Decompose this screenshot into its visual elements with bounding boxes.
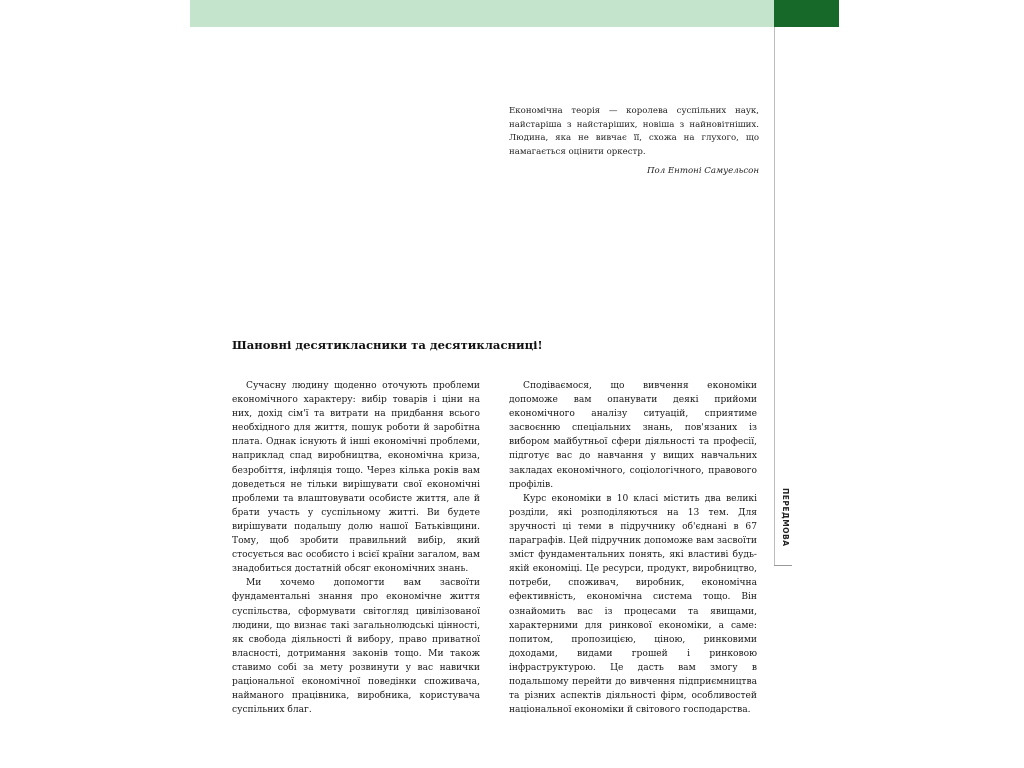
- margin-rule: [774, 27, 775, 565]
- paragraph: Сучасну людину щоденно оточують проблеми економічного характеру: вибір товарів і ціни на них, дохід сім'ї та витрати на придбання всього необхідного для життя, пошук роботи й заробітна плата. Однак існують й інші економічні проблеми, наприклад спад виробництва, економічна криза, безробіття, інфляція тощо. Через кілька років вам доведеться не тільки вирішувати свої економічні проблеми та влаштовувати особисте життя, але й брати участь у суспільному житті. Ви будете вирішувати подальшу долю нашої Батьківщини. Тому, щоб зробити правильний вибір, який стосується вас особисто і всієї країни загалом, вам знадобиться достатній обсяг економічних знань.: [232, 381, 480, 575]
- text-column-right: [509, 379, 757, 717]
- paragraph: Курс економіки в 10 класі містить два великі розділи, які розподіляються на 13 тем. Для зручності ці теми в підручнику об'єднані в 67 параграфів. Цей підручник допоможе вам засвоїти зміст фундаментальних понять, які властиві будь-якій економіці. Це ресурси, продукт, виробництво, потреби, споживач, виробник, економічна ефективність, економічна система тощо. Він ознайомить вас із процесами та явищами, характерними для ринкової економіки, а саме: попитом, пропозицією, ціною, ринковими доходами, видами грошей і ринковою інфраструктурою. Це дасть вам змогу в подальшому перейти до вивчення підприємництва та різних аспектів діяльності фірм, особливостей національної економіки й світового господарства.: [509, 493, 757, 716]
- paragraph: Сподіваємося, що вивчення економіки допоможе вам опанувати деякі прийоми економічного аналізу ситуацій, сприятиме засвоєнню спеціальних знань, пов'язаних із вибором майбутньої сфери діяльності та професії, підготує вас до навчання у вищих навчальних закладах економічного, соціологічного, правового профілів.: [509, 381, 757, 490]
- section-label: ПЕРЕДМОВА: [781, 488, 790, 547]
- header-band-light: [190, 0, 774, 27]
- epigraph: [509, 105, 759, 179]
- section-tab-line: [774, 565, 792, 566]
- page-heading: Шановні десятикласники та десятикласниці!: [232, 338, 543, 352]
- epigraph-author: Пол Ентоні Самуельсон: [647, 166, 759, 176]
- header-band-dark: [774, 0, 839, 27]
- paragraph: Ми хочемо допомогти вам засвоїти фундаментальні знання про економічне життя суспільства, сформувати світогляд цивілізованої людини, що визнає такі загальнолюдські цінності, як свобода діяльності й вибору, право приватної власності, дотримання законів тощо. Ми також ставимо собі за мету розвинути у вас навички раціональної економічної поведінки споживача, найманого працівника, виробника, користувача суспільних благ.: [232, 578, 480, 716]
- epigraph-quote: Економічна теорія — королева суспільних наук, найстаріша з найстаріших, новіша з найновітніших. Людина, яка не вивчає її, схожа на глухого, що намагається оцінити оркестр.: [509, 106, 759, 157]
- text-column-left: [232, 379, 480, 717]
